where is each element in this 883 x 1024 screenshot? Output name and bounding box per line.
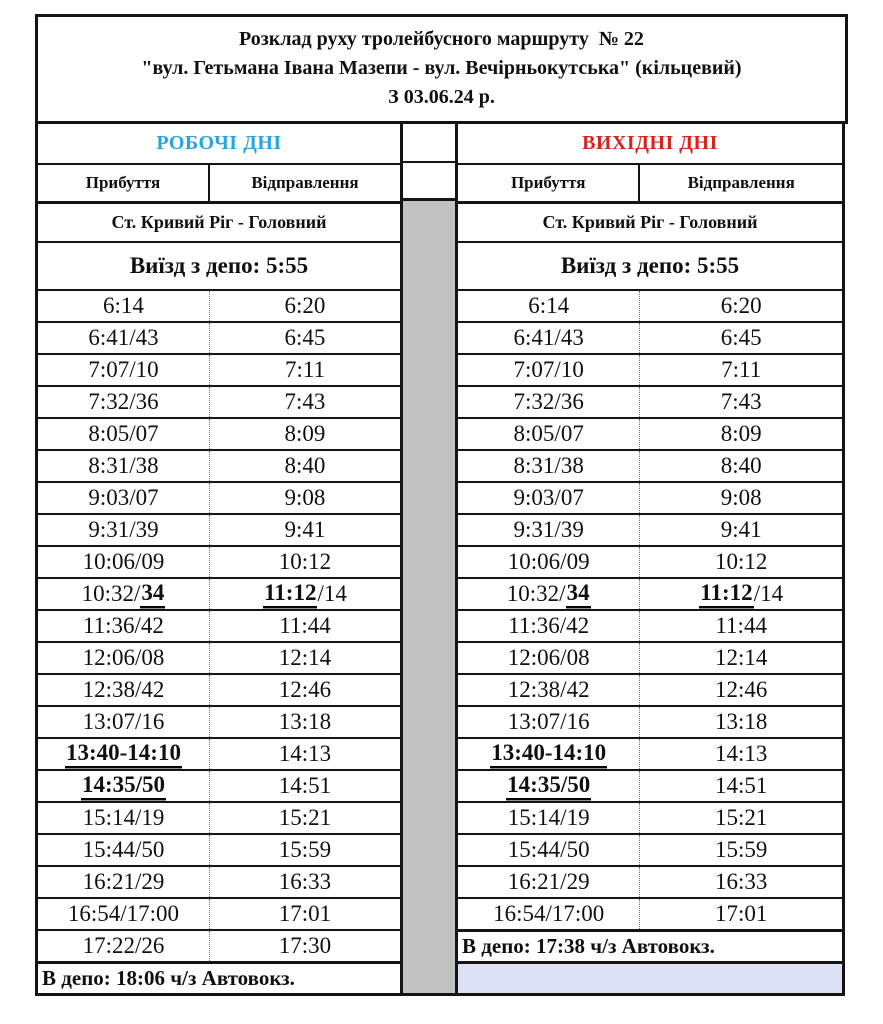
highlighted-time: 13:40-14:10 [490, 741, 607, 768]
time-text: 7:07/10 [88, 357, 159, 382]
time-text: 11:36/42 [508, 613, 590, 638]
time-text: 11:44 [279, 613, 331, 638]
workdays-column-headers [38, 163, 400, 201]
arrival-cell [38, 515, 210, 545]
departure-cell [640, 579, 842, 609]
departure-cell [210, 899, 400, 929]
workdays-header: РОБОЧІ ДНІ [156, 132, 282, 154]
table-row [38, 929, 400, 961]
table-row [38, 449, 400, 481]
time-text: 16:21/29 [82, 869, 165, 894]
middle-spacer-column [403, 121, 455, 996]
time-text: 17:01 [278, 901, 332, 926]
workdays-timetable-rows [38, 289, 400, 961]
time-text: 14:51 [278, 773, 332, 798]
spacer-cell-top [403, 121, 455, 163]
time-text: 8:31/38 [513, 453, 584, 478]
highlighted-time: 14:35/50 [81, 773, 166, 800]
workdays-table [35, 121, 403, 996]
departure-cell [640, 419, 842, 449]
departure-cell [640, 387, 842, 417]
departure-cell [210, 803, 400, 833]
arrival-column-header: Прибуття [458, 165, 640, 201]
time-text: 9:08 [284, 485, 326, 510]
arrival-cell [458, 643, 640, 673]
arrival-cell [38, 355, 210, 385]
departure-cell [210, 419, 400, 449]
arrival-cell [458, 323, 640, 353]
time-text: 15:59 [714, 837, 768, 862]
departure-cell [640, 643, 842, 673]
time-text: 15:14/19 [507, 805, 590, 830]
time-text: 8:40 [720, 453, 762, 478]
time-text: 16:33 [714, 869, 768, 894]
departure-cell [210, 643, 400, 673]
table-row [38, 705, 400, 737]
arrival-cell [458, 291, 640, 321]
table-row [458, 545, 842, 577]
time-text: 16:33 [278, 869, 332, 894]
arrival-cell [458, 547, 640, 577]
arrival-cell [458, 739, 640, 769]
weekends-table [455, 121, 845, 996]
arrival-cell [458, 515, 640, 545]
departure-cell [210, 355, 400, 385]
arrival-cell [38, 707, 210, 737]
table-row [38, 545, 400, 577]
time-text: 16:54/17:00 [493, 901, 605, 926]
time-text: 9:41 [284, 517, 326, 542]
time-text: 6:41/43 [513, 325, 584, 350]
time-text: 9:08 [720, 485, 762, 510]
arrival-cell [458, 771, 640, 801]
departure-cell [210, 579, 400, 609]
departure-cell [210, 867, 400, 897]
time-text: 15:59 [278, 837, 332, 862]
time-text: 10:32/ [506, 581, 566, 606]
departure-cell [210, 323, 400, 353]
table-row [458, 385, 842, 417]
arrival-cell [38, 675, 210, 705]
highlighted-time: 34 [566, 581, 591, 608]
table-row [458, 641, 842, 673]
station-name-row: Ст. Кривий Ріг - Головний [458, 201, 842, 241]
arrival-cell [38, 323, 210, 353]
arrival-cell [38, 451, 210, 481]
table-row [38, 673, 400, 705]
time-text: 15:21 [278, 805, 332, 830]
time-text: 13:18 [278, 709, 332, 734]
arrival-cell [458, 355, 640, 385]
departure-cell [210, 675, 400, 705]
table-row [38, 833, 400, 865]
title-line-date: З 03.06.24 р. [388, 86, 495, 108]
departure-cell [210, 483, 400, 513]
arrival-cell [458, 835, 640, 865]
arrival-cell [38, 419, 210, 449]
table-row [458, 513, 842, 545]
time-text: 9:03/07 [513, 485, 584, 510]
time-text: 10:06/09 [82, 549, 165, 574]
arrival-cell [38, 547, 210, 577]
table-row [458, 801, 842, 833]
weekends-timetable-rows [458, 289, 842, 929]
depot-exit-row: Виїзд з депо: 5:55 [458, 241, 842, 289]
departure-cell [210, 515, 400, 545]
table-row [38, 865, 400, 897]
time-text: 17:30 [278, 933, 332, 958]
departure-cell [210, 771, 400, 801]
title-box [35, 14, 848, 124]
depot-exit-row: Виїзд з депо: 5:55 [38, 241, 400, 289]
departure-column-header: Відправлення [251, 173, 359, 192]
time-text: 15:21 [714, 805, 768, 830]
time-text: 7:43 [284, 389, 326, 414]
departure-cell [640, 451, 842, 481]
time-text: 14:13 [278, 741, 332, 766]
time-text: /14 [317, 581, 347, 606]
table-row [38, 609, 400, 641]
weekends-footer: В депо: 17:38 ч/з Автовокз. [458, 929, 842, 961]
time-text: 16:21/29 [507, 869, 590, 894]
arrival-cell [458, 483, 640, 513]
time-text: 9:31/39 [513, 517, 584, 542]
arrival-cell [38, 483, 210, 513]
time-text: 12:46 [278, 677, 332, 702]
departure-cell [210, 547, 400, 577]
weekends-header: ВИХІДНІ ДНІ [582, 132, 718, 154]
table-row [458, 769, 842, 801]
table-row [38, 481, 400, 513]
time-text: 14:13 [714, 741, 768, 766]
arrival-cell [458, 451, 640, 481]
spacer-gray-strip [403, 201, 455, 996]
time-text: 15:44/50 [82, 837, 165, 862]
arrival-cell [38, 739, 210, 769]
arrival-cell [458, 803, 640, 833]
table-row [38, 897, 400, 929]
time-text: 8:05/07 [513, 421, 584, 446]
table-row [458, 897, 842, 929]
time-text: 7:32/36 [513, 389, 584, 414]
time-text: 10:06/09 [507, 549, 590, 574]
highlighted-time: 11:12 [699, 581, 753, 608]
time-text: 8:40 [284, 453, 326, 478]
time-text: 15:44/50 [507, 837, 590, 862]
table-row [38, 321, 400, 353]
table-row [38, 289, 400, 321]
time-text: 6:45 [284, 325, 326, 350]
table-row [458, 865, 842, 897]
departure-cell [640, 867, 842, 897]
time-text: 13:07/16 [82, 709, 165, 734]
arrival-cell [458, 419, 640, 449]
departure-cell [210, 931, 400, 961]
time-text: 9:41 [720, 517, 762, 542]
time-text: 7:32/36 [88, 389, 159, 414]
departure-cell [210, 611, 400, 641]
time-text: 12:38/42 [82, 677, 165, 702]
time-text: 8:05/07 [88, 421, 159, 446]
time-text: 13:07/16 [507, 709, 590, 734]
departure-cell [640, 323, 842, 353]
table-row [458, 449, 842, 481]
time-text: 7:07/10 [513, 357, 584, 382]
arrival-cell [458, 867, 640, 897]
time-text: 7:11 [284, 357, 325, 382]
departure-cell [210, 291, 400, 321]
station-name-row: Ст. Кривий Ріг - Головний [38, 201, 400, 241]
weekends-column-headers [458, 163, 842, 201]
highlighted-time: 34 [140, 581, 165, 608]
title-line-route: Розклад руху тролейбусного маршруту № 22 [239, 28, 644, 50]
departure-column-header: Відправлення [687, 173, 795, 192]
time-text: 10:32/ [81, 581, 141, 606]
time-text: 11:36/42 [83, 613, 164, 638]
time-text: 8:31/38 [88, 453, 159, 478]
arrival-cell [38, 771, 210, 801]
time-text: 12:06/08 [82, 645, 165, 670]
arrival-cell [38, 387, 210, 417]
arrival-cell [458, 387, 640, 417]
table-row [458, 353, 842, 385]
time-text: 7:43 [720, 389, 762, 414]
title-line-streets: "вул. Гетьмана Івана Мазепи - вул. Вечірньокутська" (кільцевий) [141, 57, 742, 79]
time-text: /14 [753, 581, 784, 606]
time-text: 6:45 [720, 325, 762, 350]
departure-cell [210, 451, 400, 481]
arrival-cell [38, 803, 210, 833]
table-row [38, 801, 400, 833]
empty-row [458, 961, 842, 993]
arrival-cell [38, 291, 210, 321]
time-text: 6:20 [284, 293, 326, 318]
arrival-cell [38, 931, 210, 961]
time-text: 10:12 [714, 549, 768, 574]
time-text: 6:41/43 [88, 325, 159, 350]
time-text: 12:06/08 [507, 645, 590, 670]
departure-cell [640, 611, 842, 641]
table-row [458, 577, 842, 609]
time-text: 13:18 [714, 709, 768, 734]
arrival-column-header: Прибуття [38, 165, 210, 201]
time-text: 6:14 [103, 293, 144, 318]
time-text: 15:14/19 [82, 805, 165, 830]
table-row [458, 321, 842, 353]
arrival-cell [458, 611, 640, 641]
departure-cell [640, 675, 842, 705]
highlighted-time: 11:12 [263, 581, 317, 608]
table-row [38, 417, 400, 449]
table-row [458, 289, 842, 321]
table-row [458, 833, 842, 865]
arrival-cell [38, 611, 210, 641]
time-text: 8:09 [284, 421, 326, 446]
time-text: 6:14 [528, 293, 570, 318]
departure-cell [210, 387, 400, 417]
table-row [38, 385, 400, 417]
table-row [458, 705, 842, 737]
departure-cell [640, 547, 842, 577]
table-row [458, 609, 842, 641]
table-row [458, 417, 842, 449]
arrival-cell [38, 899, 210, 929]
time-text: 16:54/17:00 [67, 901, 180, 926]
time-text: 12:14 [714, 645, 768, 670]
arrival-cell [458, 899, 640, 929]
workdays-footer: В депо: 18:06 ч/з Автовокз. [38, 961, 400, 993]
departure-cell [640, 355, 842, 385]
departure-cell [640, 707, 842, 737]
time-text: 17:01 [714, 901, 768, 926]
time-text: 12:46 [714, 677, 768, 702]
time-text: 11:44 [715, 613, 767, 638]
departure-cell [640, 739, 842, 769]
time-text: 9:31/39 [88, 517, 159, 542]
time-text: 12:38/42 [507, 677, 590, 702]
departure-cell [210, 835, 400, 865]
time-text: 6:20 [720, 293, 762, 318]
time-text: 8:09 [720, 421, 762, 446]
table-row [458, 673, 842, 705]
table-row [458, 481, 842, 513]
departure-cell [640, 771, 842, 801]
departure-cell [210, 707, 400, 737]
departure-cell [640, 803, 842, 833]
table-row [38, 641, 400, 673]
time-text: 14:51 [714, 773, 768, 798]
departure-cell [210, 739, 400, 769]
time-text: 17:22/26 [82, 933, 165, 958]
table-row [38, 737, 400, 769]
departure-cell [640, 291, 842, 321]
departure-cell [640, 483, 842, 513]
table-row [38, 577, 400, 609]
highlighted-time: 14:35/50 [506, 773, 591, 800]
arrival-cell [38, 579, 210, 609]
tables-row [35, 121, 845, 996]
arrival-cell [458, 707, 640, 737]
arrival-cell [458, 579, 640, 609]
highlighted-time: 13:40-14:10 [65, 741, 182, 768]
time-text: 10:12 [278, 549, 332, 574]
time-text: 12:14 [278, 645, 332, 670]
table-row [38, 513, 400, 545]
arrival-cell [38, 867, 210, 897]
arrival-cell [458, 675, 640, 705]
departure-cell [640, 515, 842, 545]
table-row [38, 769, 400, 801]
spacer-cell-sub [403, 163, 455, 201]
table-row [38, 353, 400, 385]
table-row [458, 737, 842, 769]
departure-cell [640, 835, 842, 865]
time-text: 7:11 [721, 357, 762, 382]
arrival-cell [38, 835, 210, 865]
time-text: 9:03/07 [88, 485, 159, 510]
arrival-cell [38, 643, 210, 673]
departure-cell [640, 899, 842, 929]
